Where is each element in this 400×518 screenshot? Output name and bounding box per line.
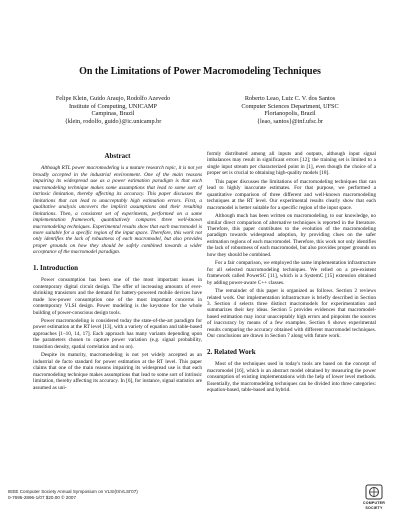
author-block — [0, 95, 400, 145]
footer-copyright: 0-7695-2896-1/07 $20.00 © 2007 — [8, 494, 77, 500]
body-paragraph: For a fair comparison, we employed the same implementation infrastructure for all selected macromodeling techniques. We relied on a pre-existent framework called PowerSC [11], which is a SystemC [15] extension obtained by adding power-aware C++ classes. — [207, 260, 376, 286]
author-group-ufsc — [205, 95, 375, 125]
left-column — [33, 151, 202, 393]
author-location: Campinas, Brazil — [91, 110, 135, 118]
ieee-computer-society-logo — [357, 484, 391, 510]
footer-conference: IEEE Computer Society Annual Symposium on VLSI(ISVLSI'07) — [8, 489, 138, 494]
body-paragraph: formly distributed among all inputs and outputs, although input signal imbalances may result in significant errors [12]; the training set is limited to a single input stream per characterized point in [1], even though the choice of a proper set is crucial to obtaining high-quality models [18]. — [207, 151, 376, 177]
author-group-unicamp — [28, 95, 198, 125]
intro-paragraph: Power macromodeling is considered today the state-of-the-art paradigm for power estimation at the RT level [13], with a variety of equation and table-based approaches [1–10, 14, 17]. Each approach has many variants depending upon the parameters chosen to capture power variation (e.g. signal probability, transition density, spatial correlation and so on). — [33, 317, 202, 350]
right-column — [207, 151, 376, 395]
intro-paragraph: Despite its maturity, macromodeling is not yet widely accepted as an industrial de facto standard for power estimation at the RT level. This paper claims that one of the main reasons impairing its widespread use is that each macromodeling technique makes assumptions that lead to some sort of intrinsic limitation, thereby affecting its accuracy. In [6], for instance, signal statistics are assumed as uni- — [33, 352, 202, 391]
logo-text-society: SOCIETY — [365, 506, 383, 510]
related-paragraph: Most of the techniques used in today's tools are based on the concept of macromodel [16], which is an abstract model obtained by measuring the power consumption of existing implementations with the help of lower level methods. Essentially, the macromodeling techniques can be divided into three categories: equation-based, table-based and hybrid. — [207, 361, 376, 393]
logo-text-computer: COMPUTER — [362, 501, 386, 505]
author-email: {klein, rodolfo, guido}@ic.unicamp.br — [64, 117, 162, 125]
abstract-text: Although RTL power macromodeling is a mature research topic, it is not yet broadly accepted in the industrial environment. One of the main reasons impairing its widespread use as a power estimation paradigm is that each macromodeling technique makes some assumptions that lead to some sort of intrinsic limitation, thereby affecting its accuracy. This paper discusses the limitations that can lead to unacceptably high estimation errors. First, a qualitative analysis uncovers the implicit assumptions and their resulting limitations. Then, a consistent set of experiments, performed on a same implementation framework, quantitatively compares three well-known macromodeling techniques. Experimental results show that each macromodel is more suitable for a specific region of the input space. Therefore, this work not only identifies the lack of robustness of each macromodel, but also provides proper grounds on how they should be safely combined towards a wider acceptance of the macromodel paradigm. — [33, 165, 202, 256]
author-affiliation: Computer Sciences Department, UFSC — [241, 102, 339, 110]
author-names: Roberto Leao, Luiz C. V. dos Santos — [244, 95, 336, 102]
author-email: {leao, santos}@inf.ufsc.br — [257, 117, 323, 125]
page-footer — [8, 489, 138, 501]
paper-title: On the Limitations of Power Macromodeling Techniques — [79, 66, 321, 77]
body-paragraph: Although much has been written on macromodeling, to our knowledge, no similar direct comparison of alternative techniques is reported in the literature. Therefore, this paper contributes to the evolution of the macromodeling paradigm towards widespread adoption, by providing clues on the safer estimation regions of each macromodel. Therefore, this work not only identifies the lack of robustness of each macromodel, but also provides proper grounds on how they should be combined. — [207, 213, 376, 258]
body-paragraph: The remainder of this paper is organized as follows. Section 2 reviews related work. Our implementation infrastructure is briefly described in Section 3. Section 4 selects three distinct macromodels for experimentation and summarizes their key ideas. Section 5 provides evidences that macromodel-based estimation may incur unacceptably high errors and pinpoints the sources of inaccuracy by means of a few examples. Section 6 shows experimental results comparing the accuracy obtained with different macromodel techniques. Our conclusions are drawn in Section 7 along with future work. — [207, 288, 376, 340]
abstract-heading: Abstract — [104, 152, 131, 160]
body-paragraph: This paper discusses the limitations of macromodeling techniques that can lead to highly inaccurate estimates. For that purpose, we performed a quantitative comparison of three different and well-known macromodeling techniques at the RT level. Our experimental results clearly show that each macromodel is better suitable for a specific region of the input space. — [207, 178, 376, 211]
author-location: Florianopolis, Brazil — [264, 110, 316, 118]
author-names: Felipe Klein, Guido Araujo, Rodolfo Azevedo — [55, 95, 171, 102]
author-affiliation: Institute of Computing, UNICAMP — [68, 102, 157, 110]
computer-society-icon — [365, 484, 383, 500]
section-heading-introduction: 1. Introduction — [33, 263, 78, 272]
intro-paragraph: Power consumption has been one of the most important issues in contemporary digital circuit design. The offer of increasing amounts of ever-shrinking transistors and the demand for battery-powered mobile devices have made low-power consumption one of the most important concerns in contemporary VLSI design. Power modeling is the keystone for the whole building of power-conscious design tools. — [33, 277, 202, 316]
section-heading-related-work: 2. Related Work — [207, 347, 256, 356]
